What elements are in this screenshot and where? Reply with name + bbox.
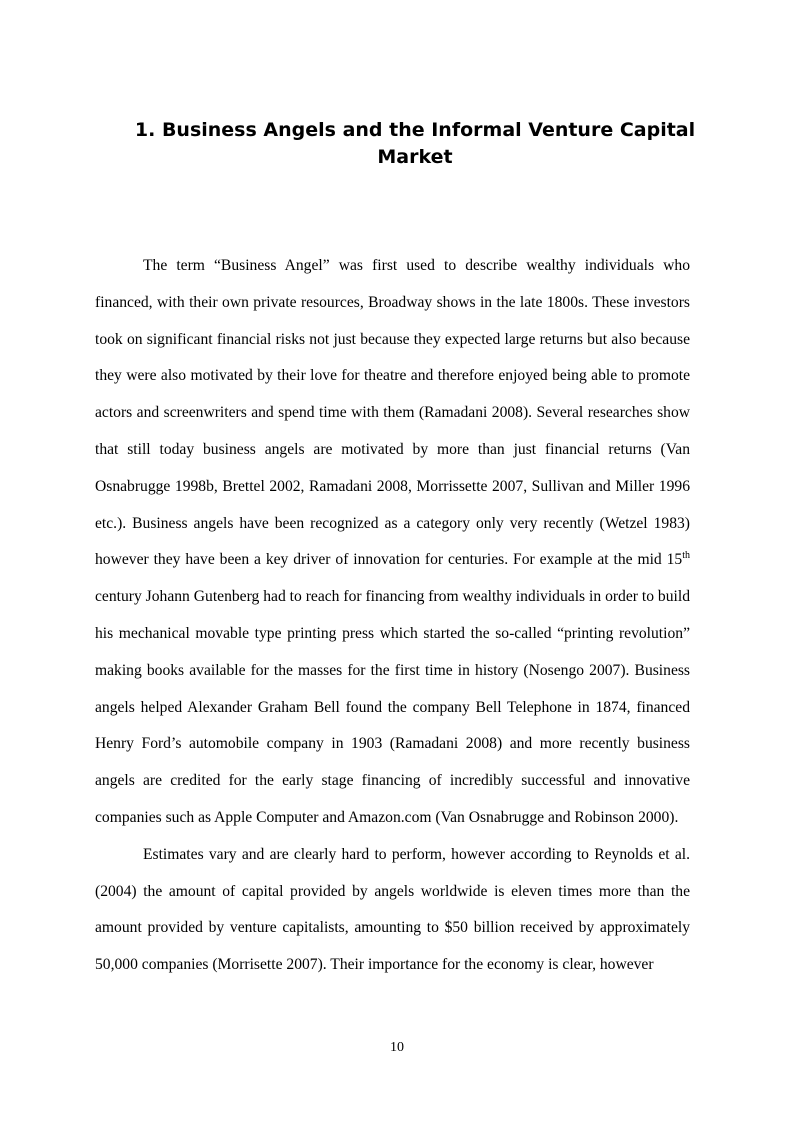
section-number: 1. <box>134 119 156 141</box>
page-number: 10 <box>390 1040 404 1055</box>
section-title: Business Angels and the Informal Venture Capital Market <box>161 119 696 168</box>
ordinal-superscript: th <box>682 550 690 562</box>
paragraph-1-text-end: century Johann Gutenberg had to reach for financing from wealthy individuals in order to build his mechanical movable type printing press which started the so-called “printing revolution” making books available for the masses for the first time in history (Nosengo 2007). Business angels helped Alexander Graham Bell found the company Bell Telephone in 1874, financed Henry Ford’s automobile company in 1903 (Ramadani 2008) and more recently business angels are credited for the early stage financing of incredibly successful and innovative companies such as Apple Computer and Amazon.com (Van Osnabrugge and Robinson 2000). <box>95 588 690 826</box>
paragraph-2: Estimates vary and are clearly hard to perform, however according to Reynolds et al. (2004) the amount of capital provided by angels worldwide is eleven times more than the amount provided by venture capitalists, amounting to $50 billion received by approximately 50,000 companies (Morrisette 2007). Their importance for the economy is clear, however <box>95 845 690 974</box>
paragraph-1 <box>95 248 690 837</box>
paragraph-1-text-start: The term “Business Angel” was first used to describe wealthy individuals who financed, with their own private resources, Broadway shows in the late 1800s. These investors took on significant financial risks not just because they expected large returns but also because they were also motivated by their love for theatre and therefore enjoyed being able to promote actors and screenwriters and spend time with them (Ramadani 2008). Several researches show that still today business angels are motivated by more than just financial returns (Van Osnabrugge 1998b, Brettel 2002, Ramadani 2008, Morrissette 2007, Sullivan and Miller 1996 etc.). Business angels have been recognized as a category only very recently (Wetzel 1983) however they have been a key driver of innovation for centuries. For example at the mid 15 <box>95 257 690 569</box>
section-heading <box>120 117 710 171</box>
body-text <box>95 248 690 984</box>
